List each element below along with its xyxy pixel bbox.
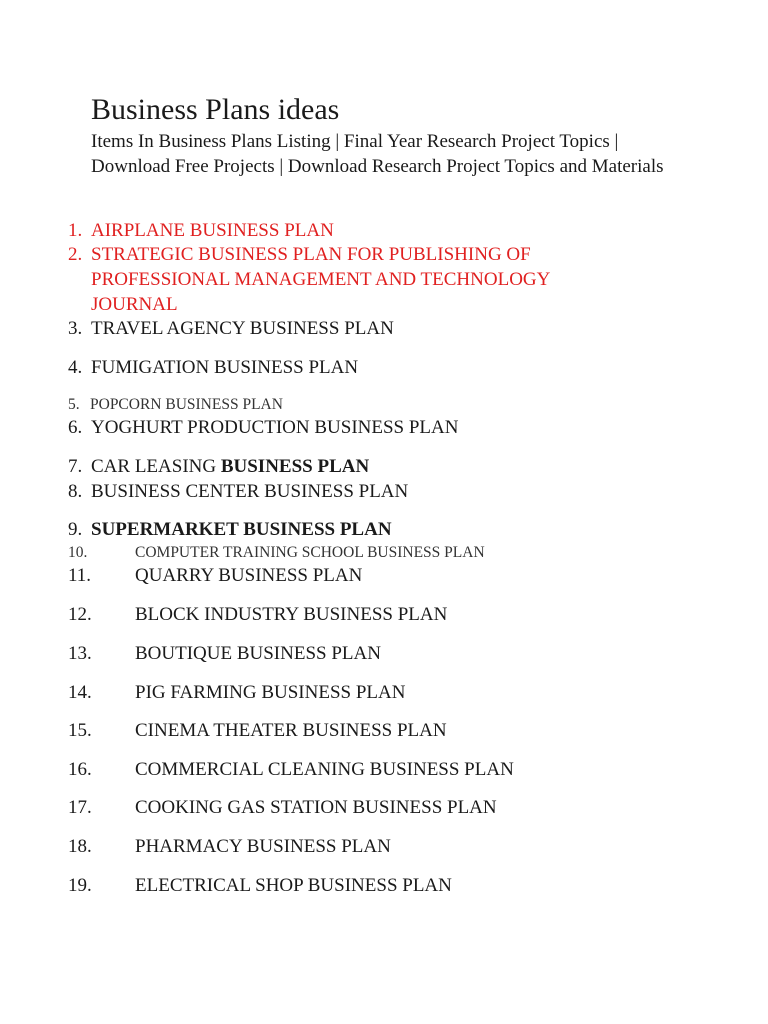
list-item-number: 11. xyxy=(68,565,92,586)
list-item-text: FUMIGATION BUSINESS PLAN xyxy=(91,357,359,378)
list-item-number: 2. xyxy=(68,244,83,265)
list-item-text: COMPUTER TRAINING SCHOOL BUSINESS PLAN xyxy=(135,544,485,561)
list-item-text: CINEMA THEATER BUSINESS PLAN xyxy=(135,720,447,741)
list-item-number: 10. xyxy=(68,544,88,561)
list-item-link-line-3[interactable]: JOURNAL xyxy=(91,294,178,315)
list-item-text: YOGHURT PRODUCTION BUSINESS PLAN xyxy=(91,417,459,438)
list-item-number: 1. xyxy=(68,220,83,241)
list-item-number: 6. xyxy=(68,417,83,438)
list-item-text: COMMERCIAL CLEANING BUSINESS PLAN xyxy=(135,759,514,780)
list-item-number: 15. xyxy=(68,720,92,741)
list-item-number: 8. xyxy=(68,481,83,502)
list-item-text: BOUTIQUE BUSINESS PLAN xyxy=(135,643,381,664)
list-item-number: 13. xyxy=(68,643,92,664)
list-item-number: 16. xyxy=(68,759,92,780)
list-item-text xyxy=(91,454,369,479)
list-item-number: 19. xyxy=(68,875,92,896)
page-title: Business Plans ideas xyxy=(91,93,340,126)
list-item-text: POPCORN BUSINESS PLAN xyxy=(90,396,283,413)
list-item-number: 3. xyxy=(68,318,83,339)
page-subtitle: Items In Business Plans Listing | Final Year Research Project Topics | Download Free Projects | Download Research Project Topics and Materials xyxy=(91,131,664,177)
list-item-text: BLOCK INDUSTRY BUSINESS PLAN xyxy=(135,604,448,625)
list-item-number: 4. xyxy=(68,357,83,378)
list-item-text-plain: CAR LEASING xyxy=(91,456,221,477)
list-item-text: QUARRY BUSINESS PLAN xyxy=(135,565,363,586)
list-item-link-line-1[interactable]: STRATEGIC BUSINESS PLAN FOR PUBLISHING OF xyxy=(91,244,531,265)
list-item-number: 7. xyxy=(68,456,83,477)
list-item-text: PHARMACY BUSINESS PLAN xyxy=(135,836,391,857)
list-item-text: BUSINESS CENTER BUSINESS PLAN xyxy=(91,481,409,502)
list-item-link-line-2[interactable]: PROFESSIONAL MANAGEMENT AND TECHNOLOGY xyxy=(91,269,551,290)
list-item-text-bold: BUSINESS PLAN xyxy=(220,456,370,477)
list-item-number: 9. xyxy=(68,519,83,540)
list-item-number: 17. xyxy=(68,797,92,818)
list-item-text: PIG FARMING BUSINESS PLAN xyxy=(135,682,406,703)
list-item-number: 12. xyxy=(68,604,92,625)
list-item-text: SUPERMARKET BUSINESS PLAN xyxy=(91,519,392,540)
list-item-text: ELECTRICAL SHOP BUSINESS PLAN xyxy=(135,875,452,896)
list-item-text: TRAVEL AGENCY BUSINESS PLAN xyxy=(91,318,394,339)
list-item-number: 5. xyxy=(68,396,80,413)
list-item-link[interactable]: AIRPLANE BUSINESS PLAN xyxy=(91,220,334,241)
list-item-text: COOKING GAS STATION BUSINESS PLAN xyxy=(135,797,497,818)
list-item-number: 18. xyxy=(68,836,92,857)
list-item-number: 14. xyxy=(68,682,92,703)
